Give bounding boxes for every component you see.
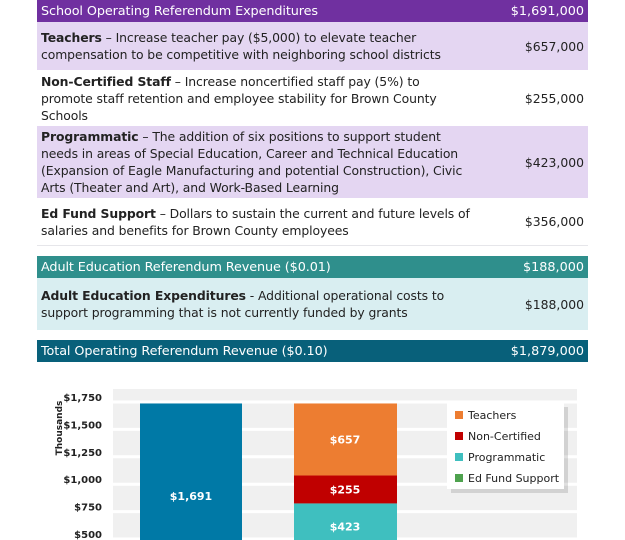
table-row-teachers: Teachers – Increase teacher pay ($5,000) to elevate teacher compensation to be competitive with neighboring school districts $657,000: [37, 22, 588, 70]
row-title: Non-Certified Staff: [41, 73, 171, 89]
row-amount: $657,000: [524, 38, 584, 54]
row-text: Increase noncertified staff pay (5%) to promote staff retention and employee stability for Brown County Schools: [41, 73, 437, 123]
row-amount: $423,000: [524, 154, 584, 170]
legend-swatch: [455, 453, 463, 461]
row-amount: $188,000: [524, 296, 584, 312]
table-row-adult-expenditures: Adult Education Expenditures - Additional operational costs to support programming that is not currently funded by grants $188,000: [37, 278, 588, 330]
total-amount: $1,879,000: [510, 343, 584, 359]
row-title: Ed Fund Support: [41, 205, 156, 221]
legend-item: Ed Fund Support: [468, 472, 560, 485]
legend-item: Programmatic: [468, 451, 546, 464]
y-tick-label: $750: [74, 502, 102, 514]
legend-swatch: [455, 411, 463, 419]
bar-label-teachers: $657: [329, 433, 361, 447]
y-tick-label: $1,500: [63, 420, 102, 432]
row-amount: $255,000: [524, 90, 584, 106]
row-text: Increase teacher pay ($5,000) to elevate teacher compensation to be competitive with neighboring school districts: [41, 30, 441, 62]
adult-header-label: Adult Education Referendum Revenue ($0.01): [41, 259, 331, 275]
row-title: Programmatic: [41, 129, 139, 144]
table-row-ed-fund: Ed Fund Support – Dollars to sustain the current and future levels of salaries and benefits for Brown County employees $356,000: [37, 198, 588, 246]
bar-label-non-certified: $255: [329, 483, 361, 497]
legend: [447, 403, 568, 493]
row-amount: $356,000: [524, 214, 584, 229]
row-title: Adult Education Expenditures: [41, 288, 246, 303]
y-tick-label: $1,000: [63, 475, 102, 487]
school-header-amount: $1,691,000: [510, 3, 584, 19]
bar-total: [140, 403, 242, 540]
adult-header-amount: $188,000: [522, 259, 584, 275]
total-label: Total Operating Referendum Revenue ($0.10): [41, 343, 328, 359]
row-text: The addition of six positions to support student needs in areas of Special Education, Career and Technical Education (Expansion of Eagle Manufacturing and potential Construction), Civic Arts (Theater and Art), and Work-Based Learning: [41, 129, 463, 195]
bar-label-total: $1,691: [169, 490, 213, 504]
bar-label-programmatic: $423: [329, 520, 361, 534]
row-text: Dollars to sustain the current and future levels of salaries and benefits for Brown County employees: [41, 205, 470, 238]
school-header-label: School Operating Referendum Expenditures: [41, 3, 318, 19]
row-title: Teachers: [41, 30, 102, 45]
legend-item: Teachers: [468, 409, 517, 422]
y-axis-label: Thousands: [55, 400, 65, 456]
legend-swatch: [455, 432, 463, 440]
y-tick-label: $1,750: [63, 393, 102, 404]
legend-item: Non-Certified: [468, 430, 541, 443]
y-tick-label: $500: [74, 530, 102, 540]
row-text: Additional operational costs to support programming that is not currently funded by grants: [41, 288, 445, 320]
table-row-non-certified: Non-Certified Staff – Increase noncertified staff pay (5%) to promote staff retention and employee stability for Brown County Schools $255,000: [37, 70, 588, 126]
y-tick-label: $1,250: [63, 447, 102, 459]
legend-swatch: [455, 474, 463, 482]
table-row-programmatic: Programmatic – The addition of six positions to support student needs in areas of Special Education, Career and Technical Education (Expansion of Eagle Manufacturing and potential Construction), Civic Arts (Theater and Art), and Work-Based Learning $423,000: [37, 126, 588, 198]
